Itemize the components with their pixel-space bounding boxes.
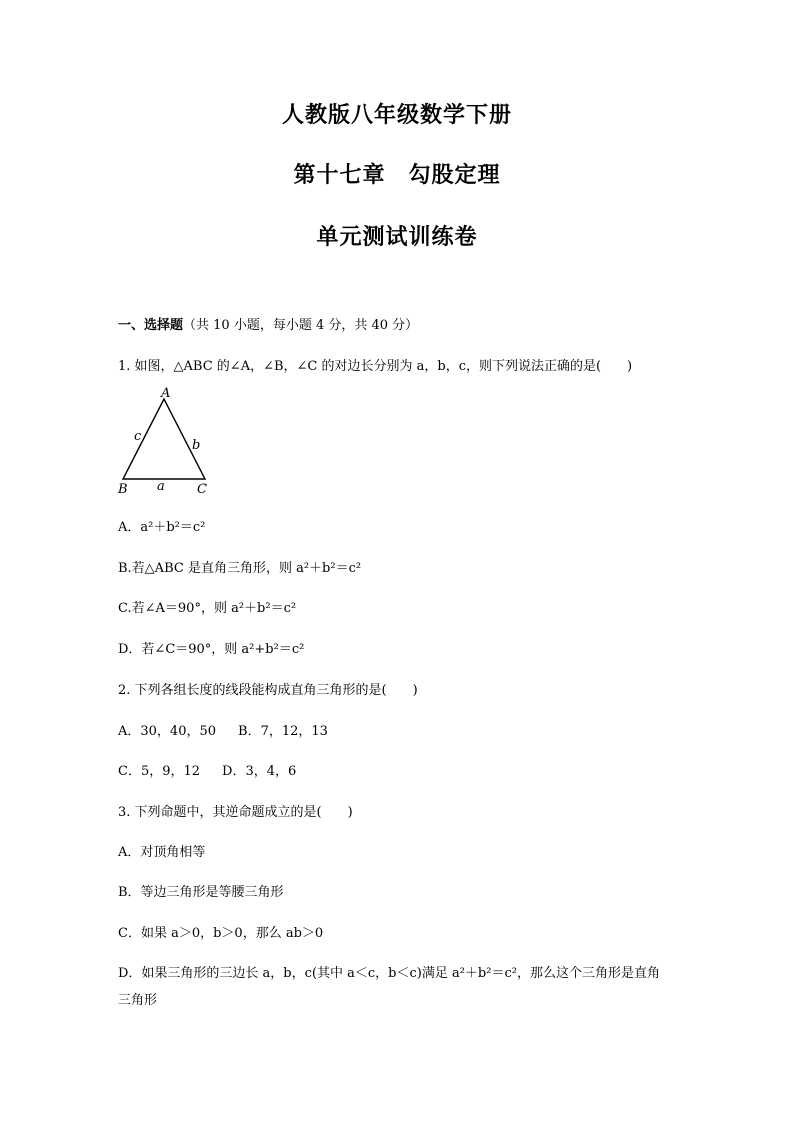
section-label: 一、选择题 <box>118 318 184 333</box>
question-3-option-d: D．如果三角形的三边长 a，b，c(其中 a＜c，b＜c)满足 a²＋b²＝c²，那么这个三角形是直角 <box>118 966 660 981</box>
document-title: 人教版八年级数学下册 <box>281 102 512 128</box>
question-2-option-b: B．7，12，13 <box>238 724 328 739</box>
triangle-figure <box>112 383 222 503</box>
question-1-option-c: C.若∠A＝90°，则 a²＋b²＝c² <box>118 601 297 616</box>
question-3-option-c: C．如果 a＞0，b＞0，那么 ab＞0 <box>118 926 324 941</box>
side-c-label: c <box>134 429 142 444</box>
question-1-stem: 1. 如图，△ABC 的∠A，∠B，∠C 的对边长分别为 a，b，c，则下列说法正确的是( ) <box>118 359 633 374</box>
side-a-label: a <box>157 479 165 494</box>
question-2-options-row-2 <box>118 760 296 779</box>
vertex-a-label: A <box>161 386 171 401</box>
question-1-option-d: D．若∠C＝90°，则 a²+b²＝c² <box>118 642 305 657</box>
test-title: 单元测试训练卷 <box>316 224 478 250</box>
question-1-option-b: B.若△ABC 是直角三角形，则 a²＋b²＝c² <box>118 561 362 576</box>
vertex-b-label: B <box>118 482 128 497</box>
section-heading <box>118 314 418 333</box>
question-2-option-d: D．3，4，6 <box>222 764 297 779</box>
question-3-stem: 3. 下列命题中，其逆命题成立的是( ) <box>118 805 353 820</box>
question-2-stem: 2. 下列各组长度的线段能构成直角三角形的是( ) <box>118 683 418 698</box>
chapter-title: 第十七章 勾股定理 <box>293 162 501 188</box>
question-3-option-d-continued: 三角形 <box>118 993 158 1008</box>
section-note: （共 10 小题，每小题 4 分，共 40 分） <box>183 318 419 333</box>
question-2-option-c: C．5，9，12 <box>118 764 201 779</box>
question-3-option-b: B．等边三角形是等腰三角形 <box>118 885 284 900</box>
vertex-c-label: C <box>197 482 207 497</box>
side-b-label: b <box>192 438 201 453</box>
question-2-options-row-1 <box>118 720 328 739</box>
question-1-option-a: A．a²＋b²＝c² <box>118 520 206 535</box>
question-3-option-a: A．对顶角相等 <box>118 845 206 860</box>
question-2-option-a: A．30，40，50 <box>118 724 217 739</box>
